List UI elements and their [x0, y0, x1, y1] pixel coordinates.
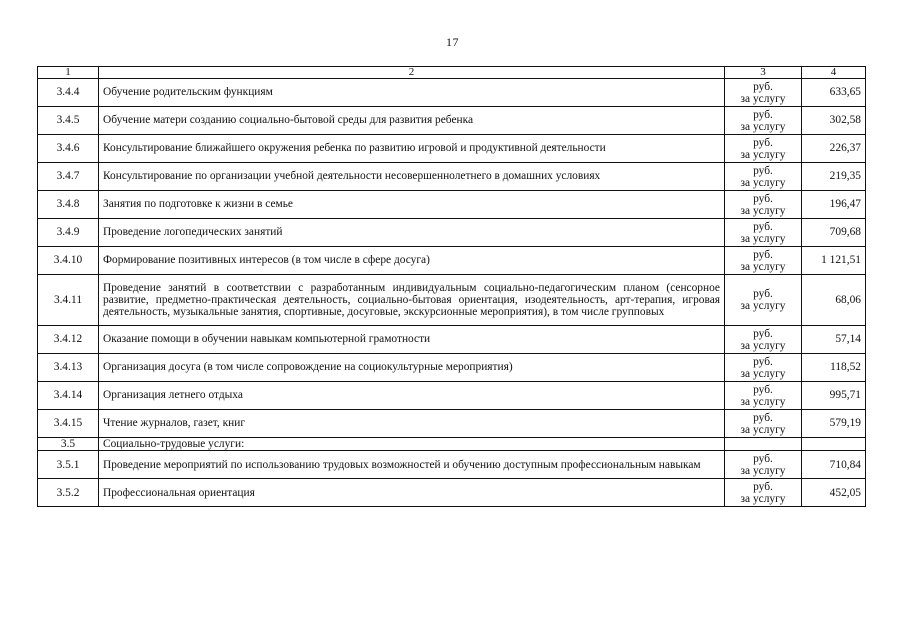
- row-unit: [725, 163, 802, 191]
- row-service-name: Занятия по подготовке к жизни в семье: [99, 191, 725, 219]
- row-service-name: Проведение логопедических занятий: [99, 219, 725, 247]
- row-code: 3.4.4: [38, 79, 99, 107]
- unit-currency: руб.: [753, 288, 773, 300]
- unit-per-service: за услугу: [740, 176, 786, 189]
- row-unit: [725, 191, 802, 219]
- table-row: [38, 135, 866, 163]
- row-code: 3.4.14: [38, 382, 99, 410]
- table-row: [38, 451, 866, 479]
- unit-currency: руб.: [753, 355, 773, 368]
- row-code: 3.4.6: [38, 135, 99, 163]
- row-price: [802, 438, 866, 451]
- column-header-price: 4: [802, 67, 866, 79]
- row-price: 1 121,51: [802, 247, 866, 275]
- unit-per-service: за услугу: [740, 260, 786, 273]
- column-header-number: 1: [38, 67, 99, 79]
- row-price: 579,19: [802, 410, 866, 438]
- table-row: [38, 326, 866, 354]
- row-unit: [725, 107, 802, 135]
- table-row: [38, 191, 866, 219]
- unit-per-service: за услугу: [740, 367, 786, 380]
- row-unit: [725, 326, 802, 354]
- row-price: 710,84: [802, 451, 866, 479]
- table-row: [38, 219, 866, 247]
- unit-per-service: за услугу: [740, 395, 786, 408]
- table-row: [38, 107, 866, 135]
- unit-per-service: за услугу: [740, 232, 786, 245]
- row-price: 68,06: [802, 275, 866, 326]
- unit-currency: руб.: [753, 452, 773, 465]
- row-unit: [725, 438, 802, 451]
- unit-per-service: за услугу: [740, 204, 786, 217]
- row-service-name: Консультирование ближайшего окружения ребенка по развитию игровой и продуктивной деятельности: [99, 135, 725, 163]
- section-title: Социально-трудовые услуги:: [99, 438, 725, 451]
- unit-currency: руб.: [753, 327, 773, 340]
- row-unit: [725, 451, 802, 479]
- table-row: [38, 354, 866, 382]
- row-service-name: Проведение занятий в соответствии с разработанным индивидуальным социально-педагогическим планом (сенсорное развитие, предметно-практическая деятельность, социально-бытовая ориентация, изодеятельность, арт-терапия, игровая деятельность, музыкальные занятия, спортивные, досуговые, экскурсионные мероприятия), в том числе групповых: [99, 275, 725, 326]
- row-unit: [725, 354, 802, 382]
- row-code: 3.5.1: [38, 451, 99, 479]
- row-service-name: Консультирование по организации учебной деятельности несовершеннолетнего в домашних условиях: [99, 163, 725, 191]
- row-code: 3.4.9: [38, 219, 99, 247]
- unit-currency: руб.: [753, 248, 773, 261]
- unit-per-service: за услугу: [740, 120, 786, 133]
- unit-currency: руб.: [753, 220, 773, 233]
- row-unit: [725, 479, 802, 507]
- row-unit: [725, 247, 802, 275]
- row-price: 633,65: [802, 79, 866, 107]
- unit-currency: руб.: [753, 164, 773, 177]
- row-price: 57,14: [802, 326, 866, 354]
- row-service-name: Организация летнего отдыха: [99, 382, 725, 410]
- unit-currency: руб.: [753, 192, 773, 205]
- unit-per-service: за услугу: [740, 464, 786, 477]
- row-code: 3.4.10: [38, 247, 99, 275]
- row-code: 3.4.12: [38, 326, 99, 354]
- table-row: [38, 275, 866, 326]
- unit-currency: руб.: [753, 480, 773, 493]
- row-unit: [725, 410, 802, 438]
- row-unit: [725, 79, 802, 107]
- unit-currency: руб.: [753, 411, 773, 424]
- row-price: 709,68: [802, 219, 866, 247]
- row-price: 219,35: [802, 163, 866, 191]
- table-row: [38, 382, 866, 410]
- row-service-name: Организация досуга (в том числе сопровождение на социокультурные мероприятия): [99, 354, 725, 382]
- section-row: [38, 438, 866, 451]
- row-unit: [725, 135, 802, 163]
- row-service-name: Обучение матери созданию социально-бытовой среды для развития ребенка: [99, 107, 725, 135]
- row-code: 3.4.7: [38, 163, 99, 191]
- row-price: 118,52: [802, 354, 866, 382]
- unit-per-service: за услугу: [740, 339, 786, 352]
- table-row: [38, 163, 866, 191]
- section-code: 3.5: [38, 438, 99, 451]
- table-row: [38, 79, 866, 107]
- table-row: [38, 247, 866, 275]
- table-header-row: [38, 67, 866, 79]
- row-service-name: Оказание помощи в обучении навыкам компьютерной грамотности: [99, 326, 725, 354]
- row-price: 452,05: [802, 479, 866, 507]
- row-code: 3.4.5: [38, 107, 99, 135]
- row-price: 302,58: [802, 107, 866, 135]
- row-unit: [725, 219, 802, 247]
- table-row: [38, 410, 866, 438]
- row-code: 3.4.13: [38, 354, 99, 382]
- row-code: 3.4.15: [38, 410, 99, 438]
- unit-per-service: за услугу: [740, 492, 786, 505]
- unit-per-service: за услугу: [740, 423, 786, 436]
- unit-currency: руб.: [753, 80, 773, 93]
- unit-currency: руб.: [753, 136, 773, 149]
- unit-per-service: за услугу: [740, 148, 786, 161]
- unit-currency: руб.: [753, 108, 773, 121]
- row-unit: [725, 275, 802, 326]
- row-service-name: Проведение мероприятий по использованию трудовых возможностей и обучению доступным профессиональным навыкам: [99, 451, 725, 479]
- table-row: [38, 479, 866, 507]
- row-price: 196,47: [802, 191, 866, 219]
- row-price: 995,71: [802, 382, 866, 410]
- row-service-name: Обучение родительским функциям: [99, 79, 725, 107]
- unit-currency: руб.: [753, 383, 773, 396]
- unit-per-service: за услугу: [740, 300, 786, 312]
- row-code: 3.4.11: [38, 275, 99, 326]
- page-number: 17: [446, 35, 459, 49]
- unit-per-service: за услугу: [740, 92, 786, 105]
- column-header-service: 2: [99, 67, 725, 79]
- row-price: 226,37: [802, 135, 866, 163]
- row-service-name: Формирование позитивных интересов (в том числе в сфере досуга): [99, 247, 725, 275]
- row-code: 3.5.2: [38, 479, 99, 507]
- row-service-name: Чтение журналов, газет, книг: [99, 410, 725, 438]
- row-unit: [725, 382, 802, 410]
- row-code: 3.4.8: [38, 191, 99, 219]
- row-service-name: Профессиональная ориентация: [99, 479, 725, 507]
- tariff-table: [37, 66, 866, 507]
- column-header-unit: 3: [725, 67, 802, 79]
